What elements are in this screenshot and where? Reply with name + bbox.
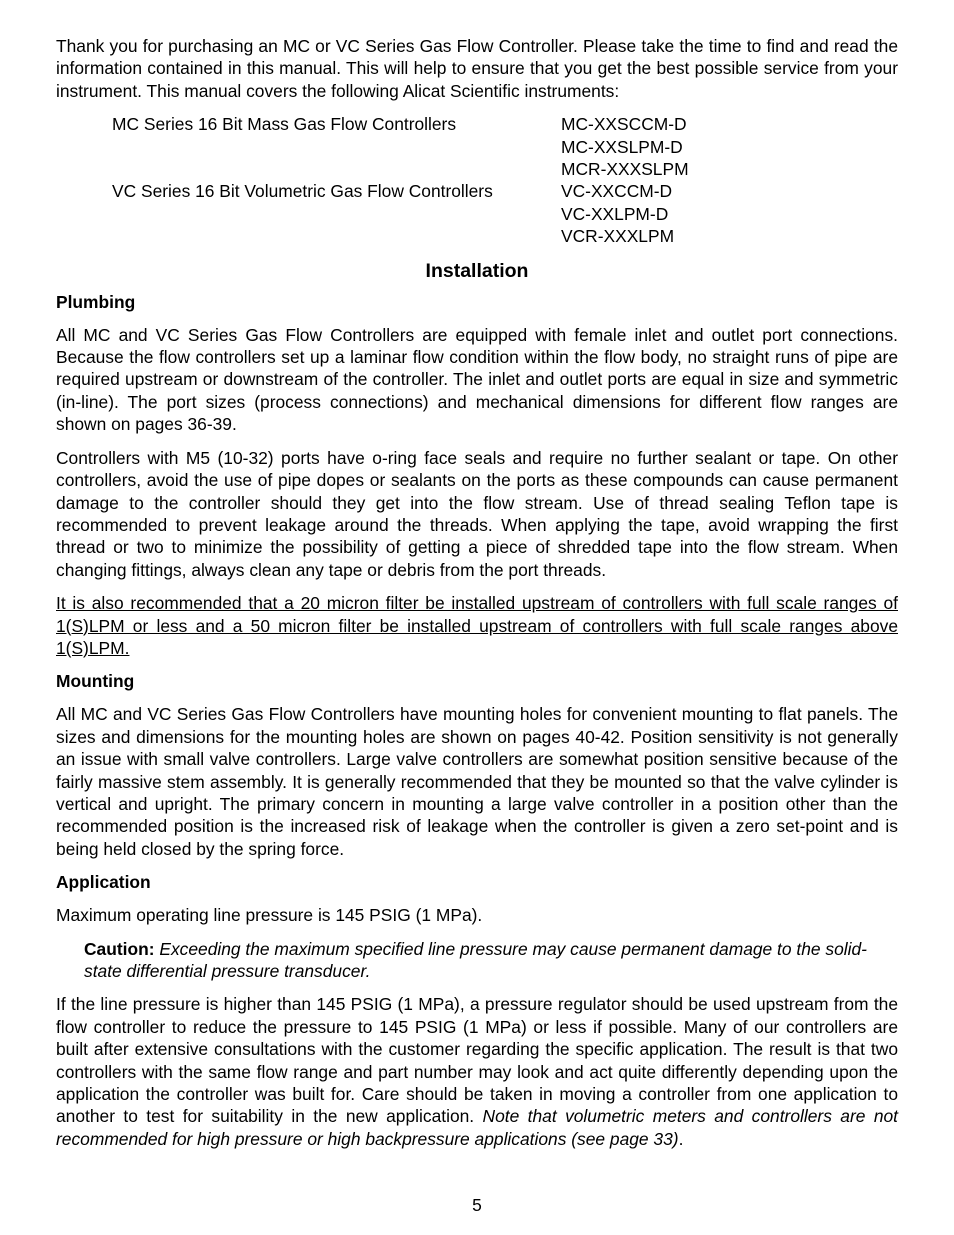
model-name: VC Series 16 Bit Volumetric Gas Flow Controllers: [112, 181, 493, 202]
note-period: .: [678, 1128, 684, 1149]
model-group-vc: [112, 180, 898, 247]
plumbing-heading: Plumbing: [56, 291, 136, 312]
mounting-heading: Mounting: [56, 671, 135, 692]
model-codes: [561, 180, 674, 247]
model-name: MC Series 16 Bit Mass Gas Flow Controllers: [112, 114, 457, 135]
plumbing-paragraph-2: Controllers with M5 (10-32) ports have o-ring face seals and require no further sealant or tape. On other controllers, avoid the use of pipe dopes or sealants on the ports as these compounds can cause permanent damage to the controller should they get into the flow stream. Use of thread sealing Teflon tape is recommended to prevent leakage around the threads. When applying the tape, avoid wrapping the first thread or two to minimize the possibility of getting a piece of shredded tape into the flow stream. When changing fittings, always clean any tape or debris from the port threads.: [56, 447, 898, 580]
model-code: MCR-XXXSLPM: [561, 159, 689, 180]
application-heading: Application: [56, 872, 151, 893]
model-code: VC-XXLPM-D: [561, 203, 669, 224]
manual-page: [56, 35, 898, 1161]
page-number: 5: [472, 1195, 482, 1215]
model-code: VC-XXCCM-D: [561, 181, 673, 202]
application-paragraph-2: [56, 993, 898, 1150]
model-code: MC-XXSLPM-D: [561, 136, 683, 157]
plumbing-paragraph-1: All MC and VC Series Gas Flow Controllers are equipped with female inlet and outlet port connections. Because the flow controllers set up a laminar flow condition within the flow body, no straight runs of pipe are required upstream or downstream of the controller. The inlet and outlet ports are equal in size and symmetric (in-line). The port sizes (process connections) and mechanical dimensions for different flow ranges are shown on pages 36-39.: [56, 324, 898, 435]
model-code: MC-XXSCCM-D: [561, 114, 687, 135]
caution-label: Caution:: [84, 938, 155, 959]
intro-paragraph: Thank you for purchasing an MC or VC Series Gas Flow Controller. Please take the time to find and read the information contained in this manual. This will help to ensure that you get the best possible service from your instrument. This manual covers the following Alicat Scientific instruments:: [56, 36, 898, 101]
caution-text: Exceeding the maximum specified line pressure may cause permanent damage to the solid-state differential pressure transducer.: [84, 938, 867, 981]
mounting-paragraph: All MC and VC Series Gas Flow Controllers have mounting holes for convenient mounting to flat panels. The sizes and dimensions for the mounting holes are shown on pages 40-42. Position sensitivity is not generally an issue with small valve controllers. Large valve controllers are somewhat position sensitive because of the fairly massive stem assembly. It is generally recommended that they be mounted so that the valve cylinder is vertical and upright. The primary concern in mounting a large valve controller in a position other than the recommended position is the increased risk of leakage when the controller is given a zero set-point and is being held closed by the spring force.: [56, 704, 898, 859]
section-title: Installation: [425, 259, 529, 282]
model-code: VCR-XXXLPM: [561, 226, 675, 247]
application-paragraph-1: Maximum operating line pressure is 145 PSIG (1 MPa).: [56, 905, 483, 926]
caution-note: [84, 938, 898, 983]
volumetric-note: Note that volumetric meters and controllers are not recommended for high pressure or high backpressure applications (see page 33): [56, 1106, 898, 1149]
application-body: If the line pressure is higher than 145 PSIG (1 MPa), a pressure regulator should be used upstream from the flow controller to reduce the pressure to 145 PSIG (1 MPa) or less if possible. Many of our controllers are built after extensive consultations with the customer regarding the specific application. The result is that two controllers with the same flow range and part number may look and act quite differently depending upon the application the controller was built for. Care should be taken in moving a controller from one application to another to test for suitability in the new application.: [56, 994, 898, 1127]
model-list: [112, 113, 898, 247]
model-group-mc: [112, 113, 898, 180]
filter-recommendation: It is also recommended that a 20 micron filter be installed upstream of controllers with full scale ranges of 1(S)LPM or less and a 50 micron filter be installed upstream of controllers with full scale ranges above 1(S)LPM.: [56, 593, 898, 658]
model-codes: [561, 113, 689, 180]
